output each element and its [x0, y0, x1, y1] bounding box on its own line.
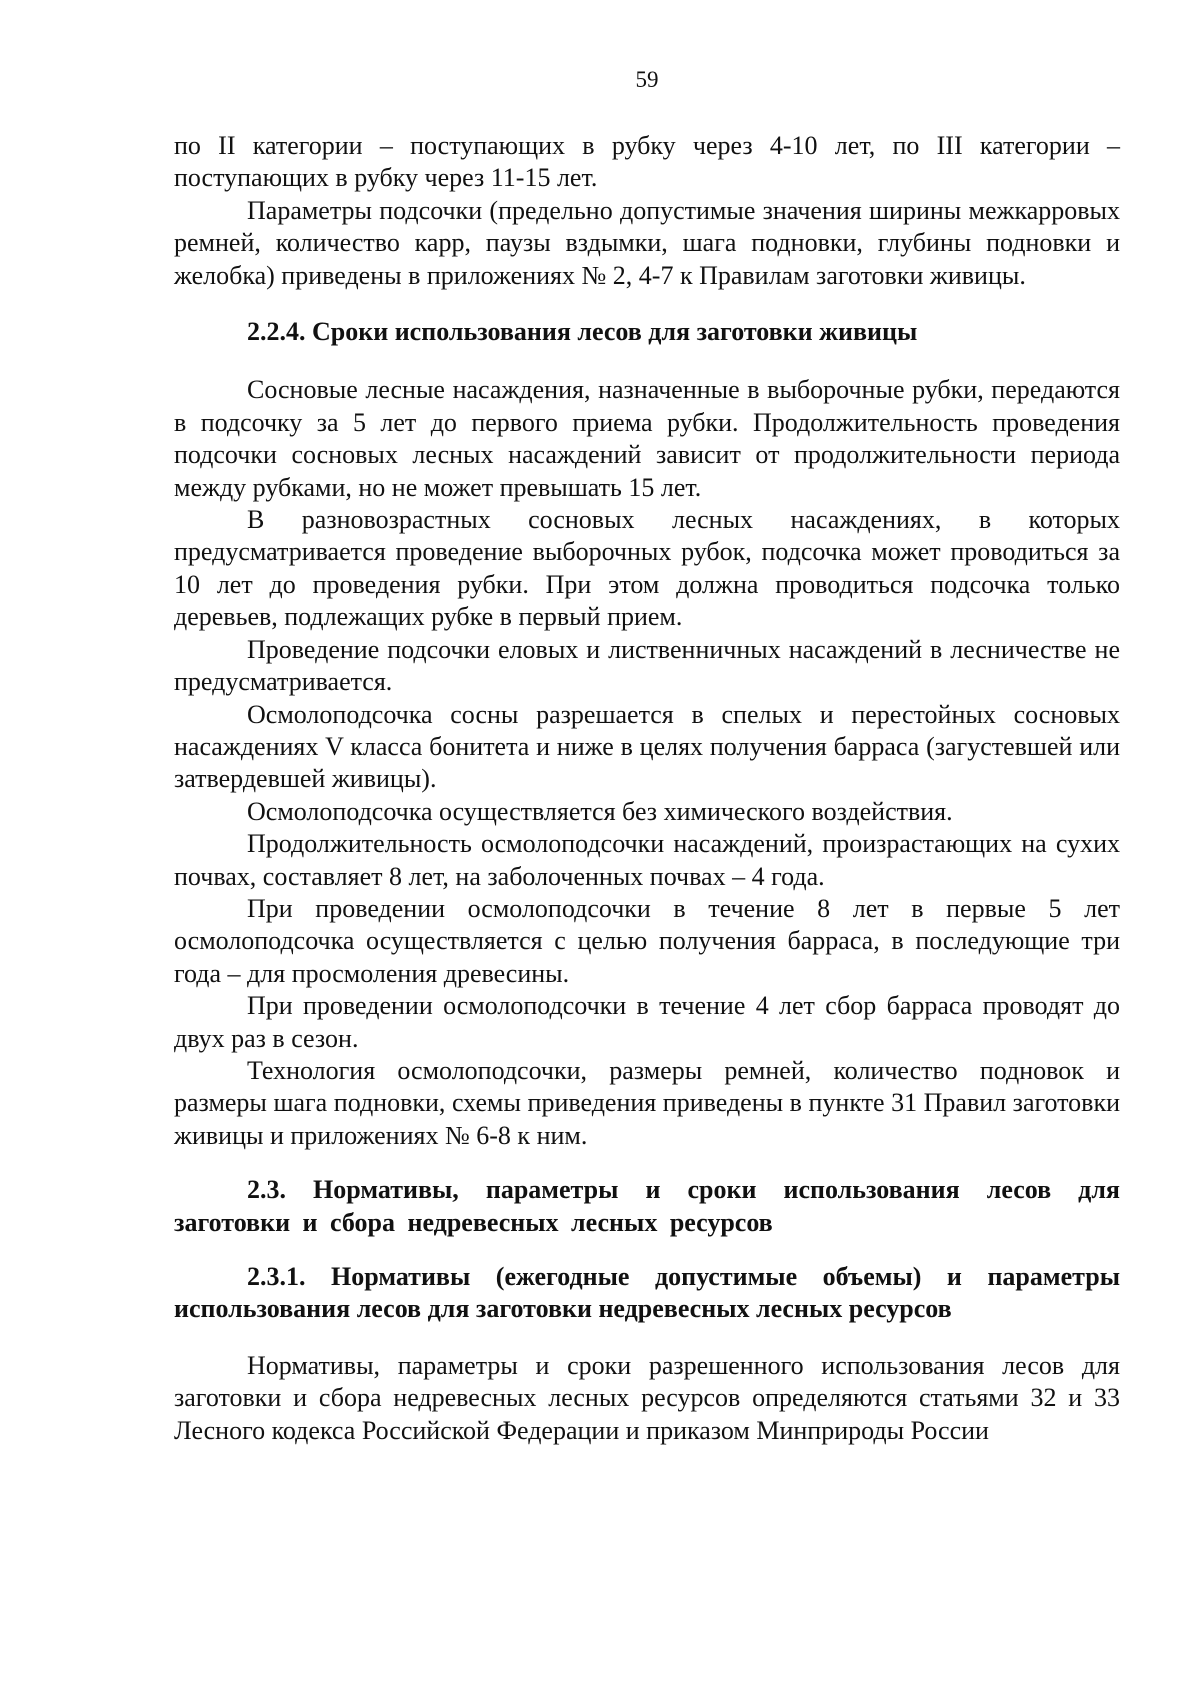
paragraph-categories: по II категории – поступающих в рубку через 4-10 лет, по III категории – поступающих в рубку через 11-15 лет.: [174, 131, 1120, 193]
paragraph-four-years: При проведении осмолоподсочки в течение 4 лет сбор барраса проводят до двух раз в сезон.: [174, 991, 1120, 1053]
paragraph-spruce-larch: Проведение подсочки еловых и лиственничных насаждений в лесничестве не предусматривается.: [174, 634, 1120, 697]
section-heading-2-3: 2.3. Нормативы, параметры и сроки использования лесов для заготовки и сбора недревесных лесных ресурсов: [174, 1175, 1120, 1237]
paragraph-resin-tapping-allowed: Осмолоподсочка сосны разрешается в спелых и перестойных сосновых насаждениях V класса бонитета и ниже в целях получения барраса (загустевшей или затвердевшей живицы).: [174, 699, 1120, 794]
paragraph-uneven-aged-stands: В разновозрастных сосновых лесных насаждениях, в которых предусматривается проведение выборочных рубок, подсочка может проводиться за 10 лет до проведения рубки. При этом должна проводиться подсочка только деревьев, подлежащих рубке в первый прием.: [174, 505, 1120, 632]
section-heading-2-3-1: 2.3.1. Нормативы (ежегодные допустимые объемы) и параметры использования лесов для заготовки недревесных лесных ресурсов: [174, 1262, 1120, 1324]
paragraph-duration: Продолжительность осмолоподсочки насаждений, произрастающих на сухих почвах, составляет 8 лет, на заболоченных почвах – 4 года.: [174, 829, 1120, 891]
paragraph-technology: Технология осмолоподсочки, размеры ремней, количество подновок и размеры шага подновки, схемы приведения приведены в пункте 31 Правил заготовки живицы и приложениях № 6-8 к ним.: [174, 1055, 1120, 1150]
paragraph-no-chemical: Осмолоподсочка осуществляется без химического воздействия.: [247, 796, 953, 826]
document-page: [174, 64, 1120, 1447]
section-heading-2-2-4: 2.2.4. Сроки использования лесов для заготовки живицы: [247, 317, 918, 347]
paragraph-eight-years: При проведении осмолоподсочки в течение 8 лет в первые 5 лет осмолоподсочка осуществляется с целью получения барраса, в последующие три года – для просмоления древесины.: [174, 893, 1120, 988]
paragraph-tapping-parameters: Параметры подсочки (предельно допустимые значения ширины межкарровых ремней, количество карр, паузы вздымки, шага подновки, глубины подновки и желобка) приведены в приложениях № 2, 4-7 к Правилам заготовки живицы.: [174, 195, 1120, 290]
paragraph-pine-selective-cutting: Сосновые лесные насаждения, назначенные в выборочные рубки, передаются в подсочку за 5 лет до первого приема рубки. Продолжительность проведения подсочки сосновых лесных насаждений зависит от продолжительности периода между рубками, но не может превышать 15 лет.: [174, 375, 1120, 502]
page-number: 59: [635, 67, 659, 92]
paragraph-non-timber-norms: Нормативы, параметры и сроки разрешенного использования лесов для заготовки и сбора недревесных лесных ресурсов определяются статьями 32 и 33 Лесного кодекса Российской Федерации и приказом Минприроды России: [174, 1350, 1120, 1445]
